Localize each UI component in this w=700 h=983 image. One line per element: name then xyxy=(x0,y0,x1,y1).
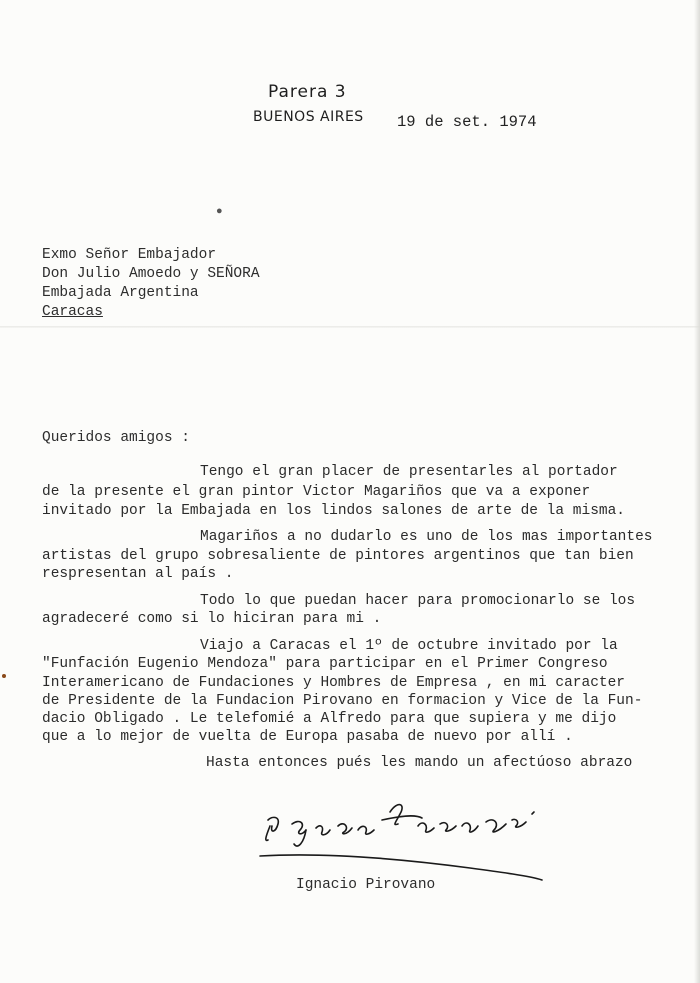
letter-date: 19 de set. 1974 xyxy=(397,113,537,131)
body-line: dacio Obligado . Le telefomié a Alfredo para que supiera y me dijo xyxy=(42,711,617,727)
letterhead-address: Parera 3 xyxy=(268,82,347,102)
body-line: respresentan al país . xyxy=(42,566,234,582)
body-line: "Funfación Eugenio Mendoza" para participar en el Primer Congreso xyxy=(42,656,608,672)
paper-fold-line xyxy=(0,326,700,328)
ink-speck-icon: ● xyxy=(216,206,223,218)
body-line: artistas del grupo sobresaliente de pintores argentinos que tan bien xyxy=(42,548,634,564)
body-line: agradeceré como si lo hiciran para mi . xyxy=(42,611,382,627)
body-line: invitado por la Embajada en los lindos salones de arte de la misma. xyxy=(42,503,625,519)
letterhead-city: BUENOS AIRES xyxy=(253,109,364,125)
body-line: de Presidente de la Fundacion Pirovano en formacion y Vice de la Fun- xyxy=(42,693,643,709)
margin-ink-dot xyxy=(2,674,6,678)
recipient-city: Caracas xyxy=(42,304,103,320)
signatory-name: Ignacio Pirovano xyxy=(296,877,436,893)
closing-line: Hasta entonces pués les mando un afectúoso abrazo xyxy=(206,755,633,771)
greeting: Queridos amigos : xyxy=(42,430,190,446)
recipient-line: Embajada Argentina xyxy=(42,285,199,301)
body-line: que a lo mejor de vuelta de Europa pasaba de nuevo por allí . xyxy=(42,729,573,745)
recipient-line: Don Julio Amoedo y SEÑORA xyxy=(42,266,260,282)
body-line: Todo lo que puedan hacer para promocionarlo se los xyxy=(200,593,636,609)
body-line: Interamericano de Fundaciones y Hombres de Empresa , en mi caracter xyxy=(42,675,625,691)
recipient-line: Exmo Señor Embajador xyxy=(42,247,217,263)
body-line: de la presente el gran pintor Victor Magariños que va a exponer xyxy=(42,484,591,500)
page-edge-shadow xyxy=(694,0,700,983)
body-line: Viajo a Caracas el 1º de octubre invitado por la xyxy=(200,638,618,654)
handwritten-signature xyxy=(250,790,550,890)
body-line: Tengo el gran placer de presentarles al portador xyxy=(200,464,618,480)
body-line: Magariños a no dudarlo es uno de los mas importantes xyxy=(200,529,653,545)
